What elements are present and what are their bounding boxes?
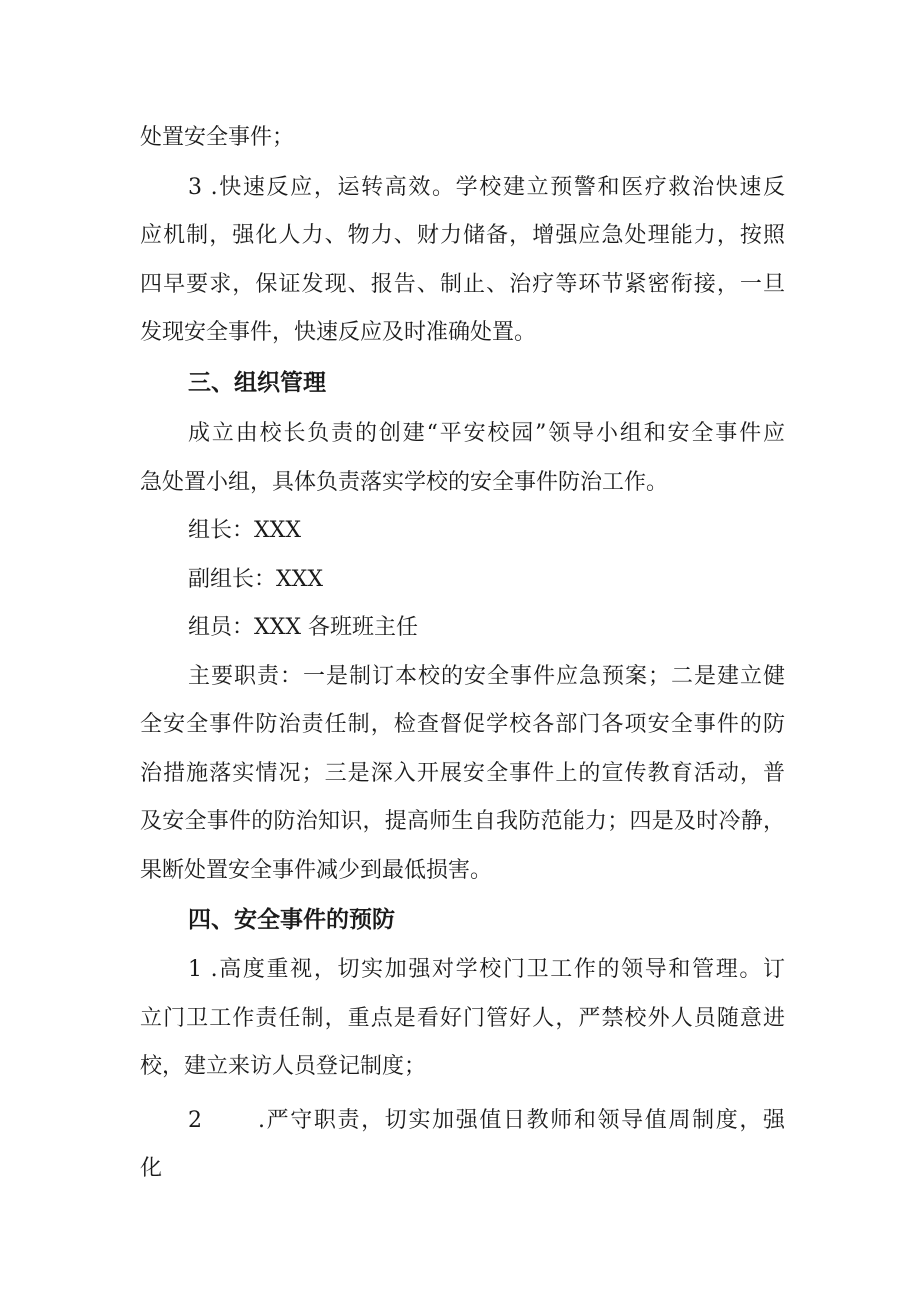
paragraph-line: 应机制，强化人力、物力、财力储备，增强应急处理能力，按照 <box>140 223 785 248</box>
paragraph-line: 主要职责：一是制订本校的安全事件应急预案；二是建立健 <box>188 664 785 689</box>
paragraph-line: 急处置小组，具体负责落实学校的安全事件防治工作。 <box>140 470 669 495</box>
paragraph-line: 化 <box>140 1156 163 1181</box>
members-line: 组员：XXX 各班班主任 <box>188 615 418 640</box>
paragraph-line: 及安全事件的防治知识，提高师生自我防范能力；四是及时冷静， <box>140 809 785 834</box>
section-heading-organization: 三、组织管理 <box>188 370 326 396</box>
vice-leader-line: 副组长：XXX <box>188 567 323 592</box>
list-number: 2 <box>188 1108 202 1133</box>
section-heading-prevention: 四、安全事件的预防 <box>188 907 395 933</box>
paragraph-line: 发现安全事件，快速反应及时准确处置。 <box>140 320 537 345</box>
paragraph-line: 1 .高度重视，切实加强对学校门卫工作的领导和管理。订 <box>188 957 785 982</box>
paragraph-line: 果断处置安全事件减少到最低损害。 <box>140 858 493 883</box>
paragraph-line: 处置安全事件； <box>140 125 295 150</box>
paragraph-line: 全安全事件防治责任制，检查督促学校各部门各项安全事件的防 <box>140 712 785 737</box>
paragraph-line: 立门卫工作责任制，重点是看好门管好人，严禁校外人员随意进 <box>140 1006 785 1031</box>
paragraph-line: 治措施落实情况；三是深入开展安全事件上的宣传教育活动，普 <box>140 761 785 786</box>
paragraph-line: 四早要求，保证发现、报告、制止、治疗等环节紧密衔接，一旦 <box>140 272 785 297</box>
paragraph-line: 3 .快速反应，运转高效。学校建立预警和医疗救治快速反 <box>188 175 785 200</box>
paragraph-line: .严守职责，切实加强值日教师和领导值周制度，强 <box>258 1108 785 1133</box>
paragraph-line: 校，建立来访人员登记制度； <box>140 1054 427 1079</box>
leader-line: 组长：XXX <box>188 518 301 543</box>
paragraph-line: 成立由校长负责的创建“平安校园”领导小组和安全事件应 <box>188 421 785 446</box>
